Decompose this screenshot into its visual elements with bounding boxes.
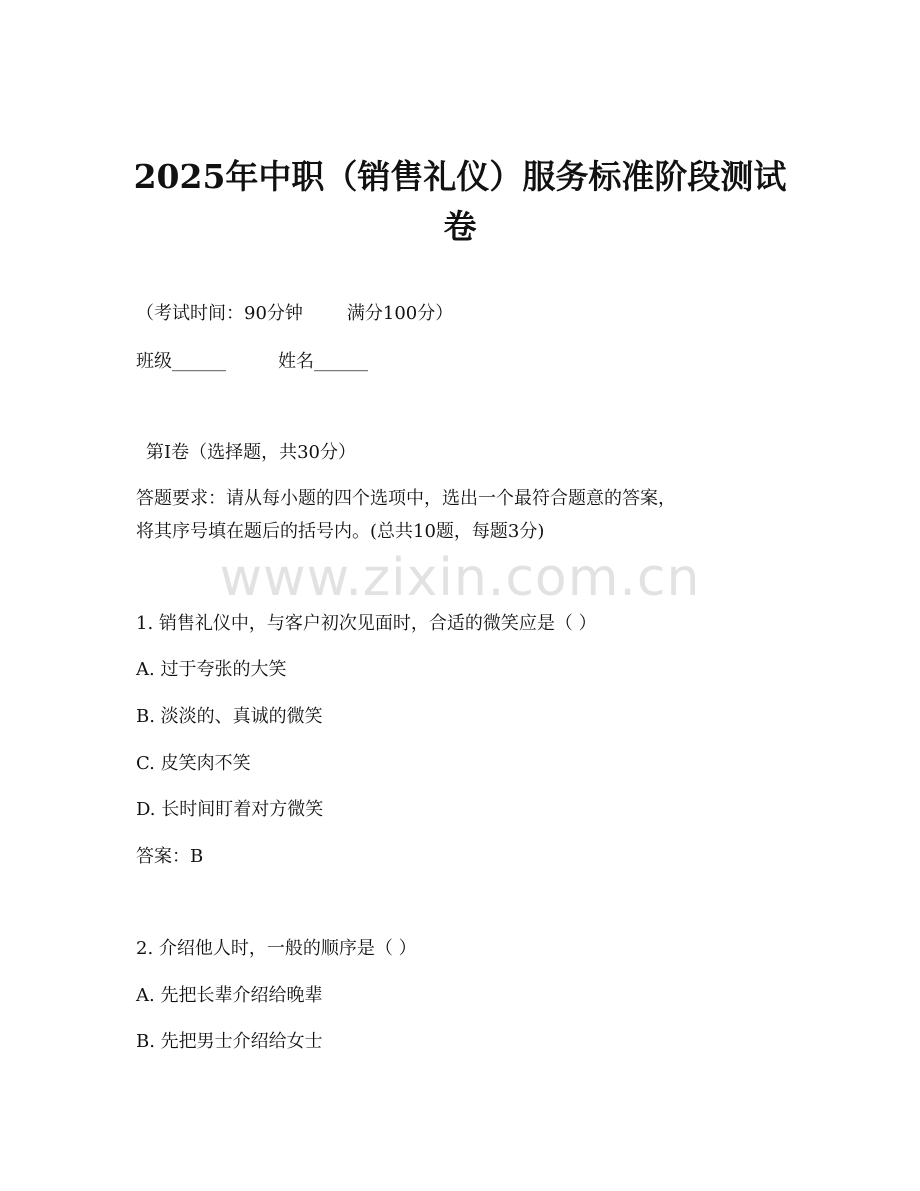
question-2-option-b: B. 先把男士介绍给女士 xyxy=(136,1031,323,1052)
question-2-option-a: A. 先把长辈介绍给晚辈 xyxy=(136,985,323,1006)
instructions-line-1: 答题要求：请从每小题的四个选项中，选出一个最符合题意的答案， xyxy=(136,488,676,509)
title-line-2: 卷 xyxy=(443,207,477,246)
question-1-stem: 1. 销售礼仪中，与客户初次见面时，合适的微笑应是（ ） xyxy=(136,613,597,634)
title-line-1: 2025年中职（销售礼仪）服务标准阶段测试 xyxy=(133,157,787,196)
watermark: www.zixin.com.cn xyxy=(219,548,701,608)
full-score: 满分100分） xyxy=(346,303,454,324)
page-title xyxy=(60,152,860,252)
exam-time: （考试时间：90分钟 xyxy=(136,303,303,324)
question-2-stem: 2. 介绍他人时，一般的顺序是（ ） xyxy=(136,938,417,959)
section-title: 第I卷（选择题，共30分） xyxy=(146,442,357,463)
question-1-option-c: C. 皮笑肉不笑 xyxy=(136,753,251,774)
student-info xyxy=(136,350,368,374)
exam-info xyxy=(136,302,453,326)
question-1-answer: 答案：B xyxy=(136,846,204,867)
question-1-option-a: A. 过于夸张的大笑 xyxy=(136,659,287,680)
name-field: 姓名______ xyxy=(278,351,368,372)
class-field: 班级______ xyxy=(136,351,226,372)
question-1-option-b: B. 淡淡的、真诚的微笑 xyxy=(136,706,323,727)
question-1-option-d: D. 长时间盯着对方微笑 xyxy=(136,799,324,820)
instructions-line-2: 将其序号填在题后的括号内。(总共10题，每题3分) xyxy=(136,521,545,542)
